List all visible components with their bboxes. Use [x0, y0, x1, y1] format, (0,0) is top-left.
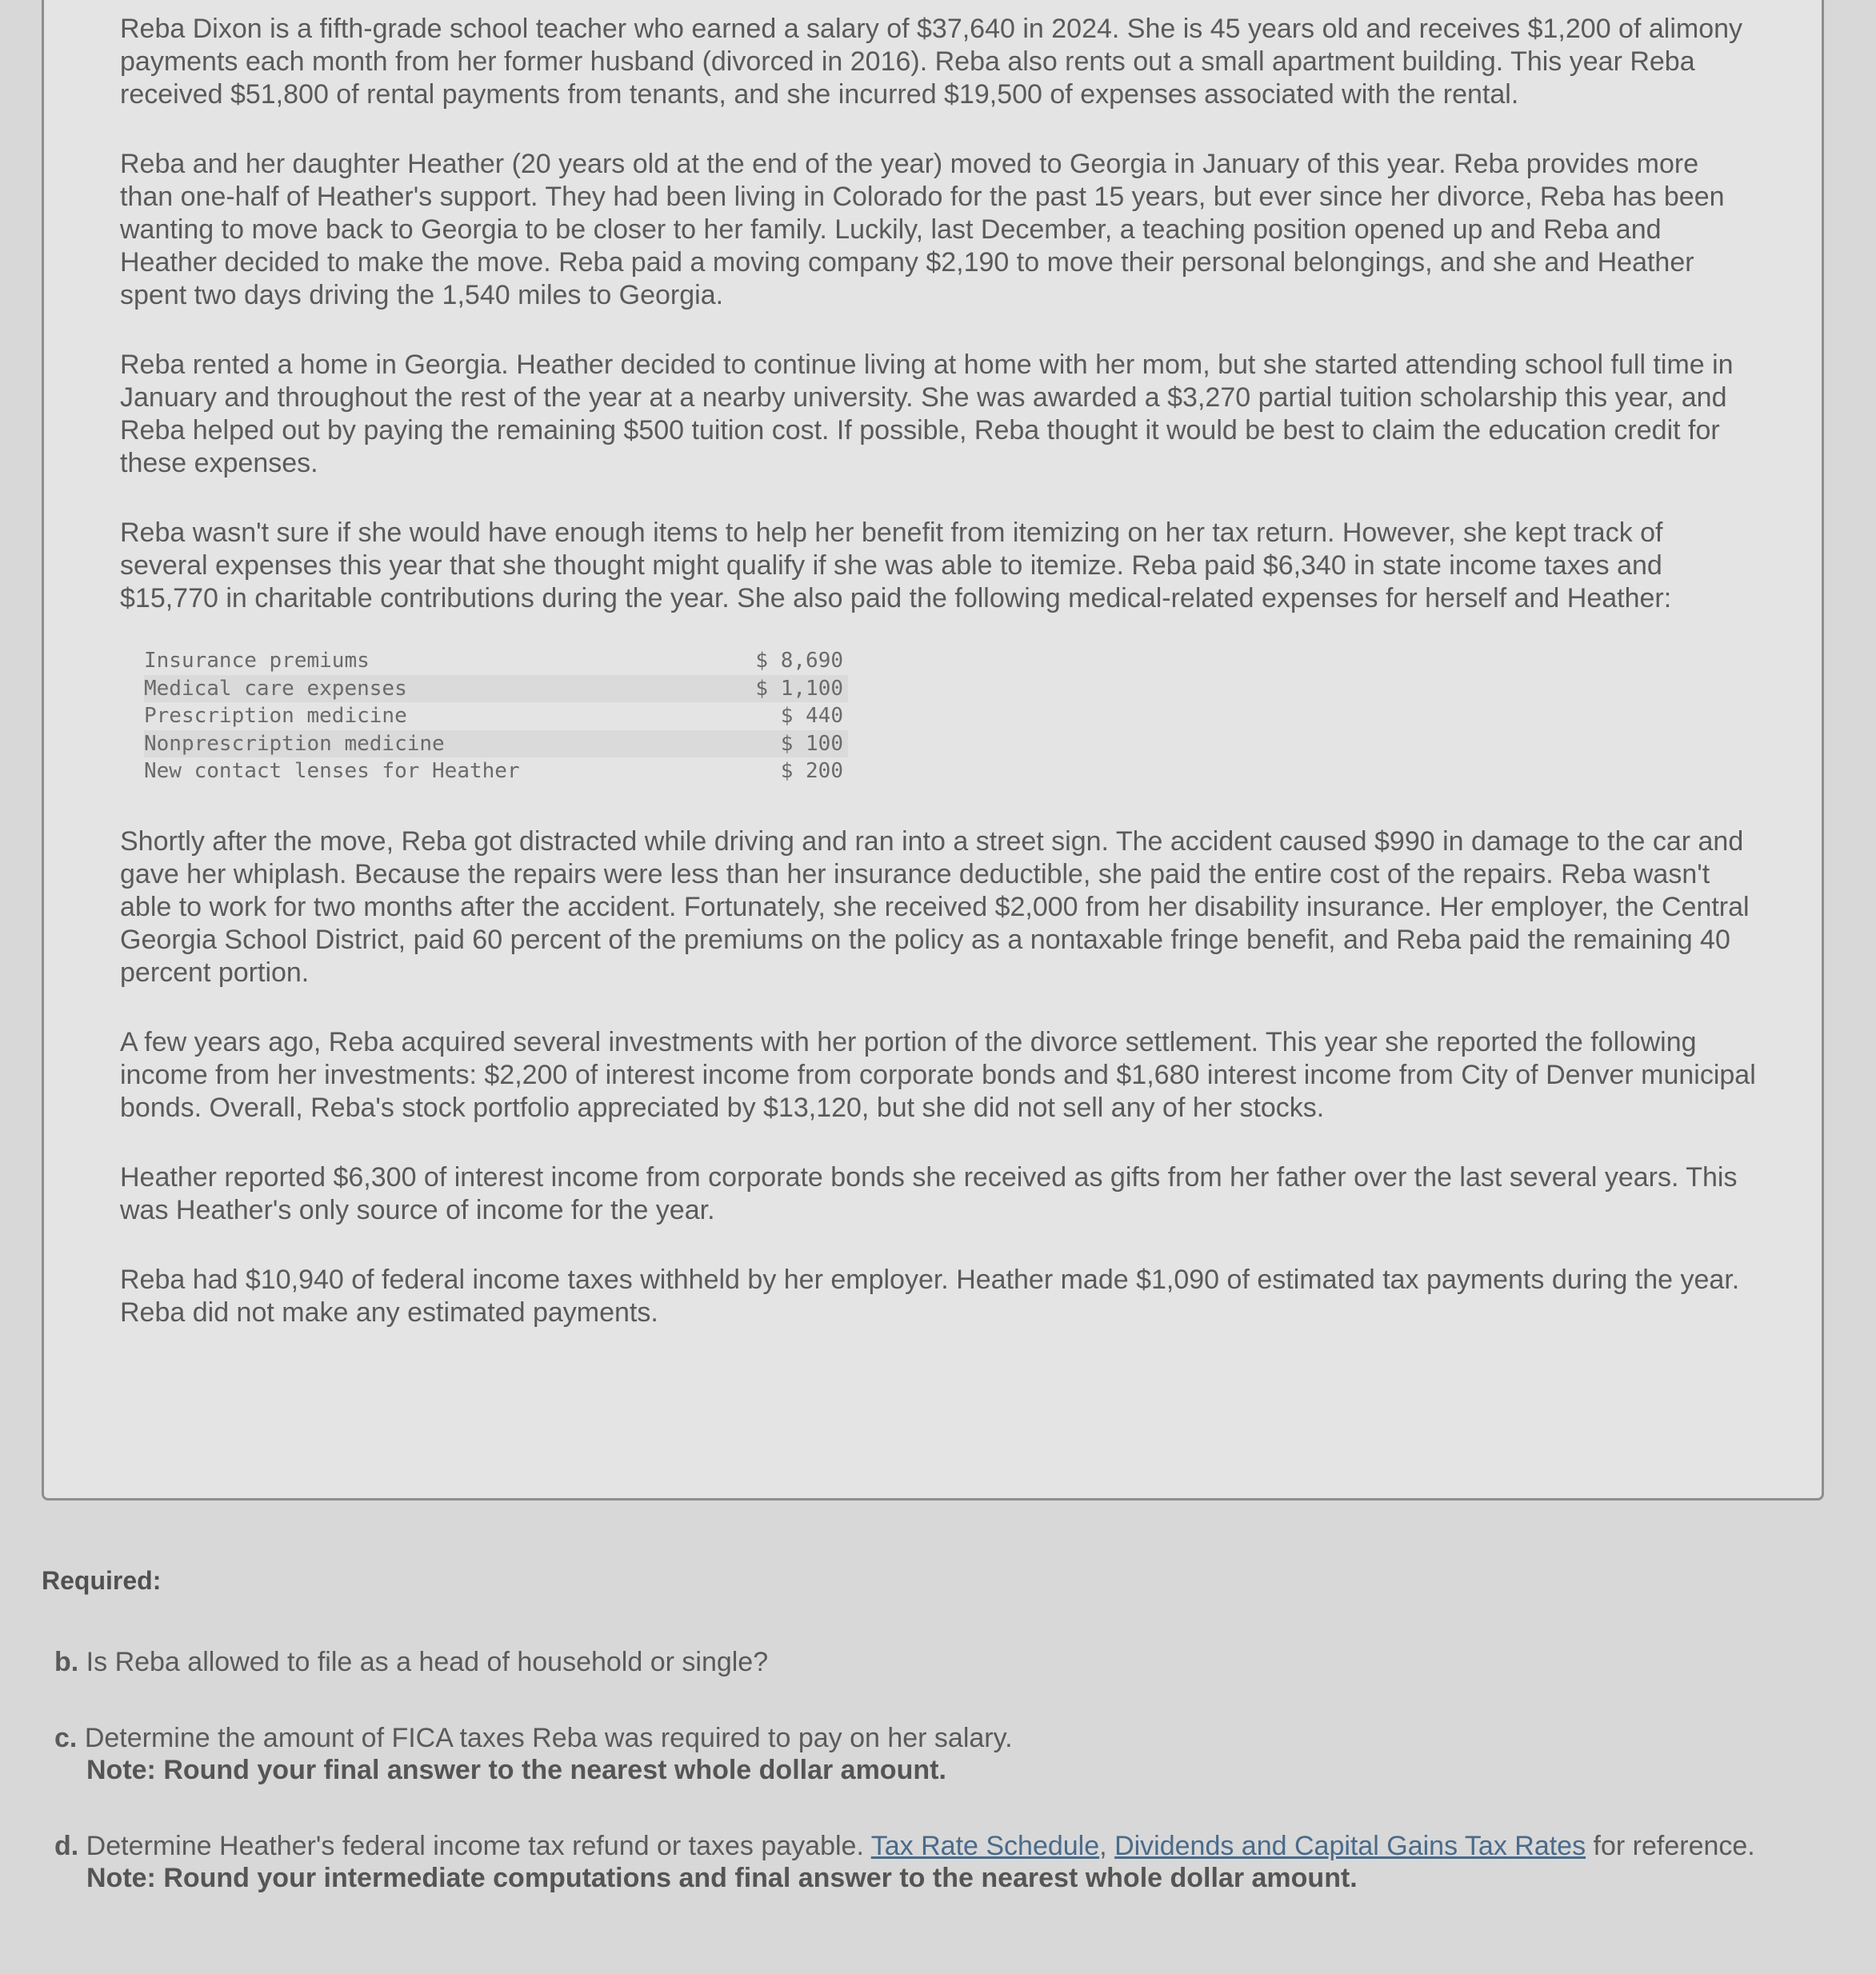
- table-row: [144, 730, 848, 758]
- case-paragraph-6: A few years ago, Reba acquired several investments with her portion of the divorce settlement. This year she reported the following income from her investments: $2,200 of interest income from corporate bonds and $1,680 interest income from City of Denver municipal bonds. Overall, Reba's stock portfolio appreciated by $13,120, but she did not sell any of her stocks.: [120, 1026, 1756, 1123]
- table-row: [144, 757, 848, 785]
- question-letter: b.: [54, 1647, 79, 1677]
- expense-item: Nonprescription medicine: [144, 730, 683, 758]
- expense-amount: $ 200: [780, 759, 843, 783]
- case-paragraph-7: Heather reported $6,300 of interest income from corporate bonds she received as gifts from her father over the last several years. This was Heather's only source of income for the year.: [120, 1161, 1738, 1225]
- question-text: Determine the amount of FICA taxes Reba was required to pay on her salary.: [84, 1723, 1013, 1753]
- table-row: [144, 647, 848, 675]
- expense-item: Prescription medicine: [144, 704, 407, 728]
- case-paragraph-2: Reba and her daughter Heather (20 years old at the end of the year) moved to Georgia in January of this year. Reba provides more than one-half of Heather's support. They had been living in Colorado for the past 15 years, but ever since her divorce, Reba has been wanting to move back to Georgia to be closer to her family. Luckily, last December, a teaching position opened up and Reba and Heather decided to make the move. Reba paid a moving company $2,190 to move their personal belongings, and she and Heather spent two days driving the 1,540 miles to Georgia.: [120, 149, 1725, 310]
- case-paragraph-8: Reba had $10,940 of federal income taxes withheld by her employer. Heather made $1,090 of estimated tax payments during the year. Reba did not make any estimated payments.: [120, 1264, 1740, 1328]
- table-row: [144, 675, 848, 703]
- expense-amount: $ 100: [683, 730, 848, 758]
- question-text: Is Reba allowed to file as a head of household or single?: [86, 1647, 769, 1677]
- question-letter: c.: [54, 1723, 78, 1753]
- expense-item: Insurance premiums: [144, 649, 370, 673]
- required-heading: Required:: [42, 1566, 162, 1595]
- case-description-box: [42, 0, 1824, 1500]
- expense-item: Medical care expenses: [144, 675, 683, 703]
- question-b: [54, 1646, 768, 1678]
- question-d: [54, 1830, 1838, 1894]
- question-c: [54, 1722, 1013, 1786]
- question-text-end: for reference.: [1593, 1831, 1755, 1861]
- expense-amount: $ 8,690: [755, 649, 843, 673]
- case-paragraph-1: Reba Dixon is a fifth-grade school teacher who earned a salary of $37,640 in 2024. She is 45 years old and receives $1,200 of alimony payments each month from her former husband (divorced in 2016). Reba also rents out a small apartment building. This year Reba received $51,800 of rental payments from tenants, and she incurred $19,500 of expenses associated with the rental.: [120, 14, 1743, 110]
- question-text: Determine Heather's federal income tax refund or taxes payable.: [86, 1831, 864, 1861]
- tax-rate-schedule-link[interactable]: Tax Rate Schedule: [870, 1831, 1100, 1861]
- question-letter: d.: [54, 1831, 79, 1861]
- table-row: [144, 702, 848, 730]
- dividends-capital-gains-link[interactable]: Dividends and Capital Gains Tax Rates: [1114, 1831, 1586, 1861]
- case-paragraph-4: Reba wasn't sure if she would have enough items to help her benefit from itemizing on her tax return. However, she kept track of several expenses this year that she thought might qualify if she was able to itemize. Reba paid $6,340 in state income taxes and $15,770 in charitable contributions during the year. She also paid the following medical-related expenses for herself and Heather:: [120, 517, 1672, 613]
- case-paragraph-5: Shortly after the move, Reba got distracted while driving and ran into a street sign. The accident caused $990 in damage to the car and gave her whiplash. Because the repairs were less than her insurance deductible, she paid the entire cost of the repairs. Reba wasn't able to work for two months after the accident. Fortunately, she received $2,000 from her disability insurance. Her employer, the Central Georgia School District, paid 60 percent of the premiums on the policy as a nontaxable fringe benefit, and Reba paid the remaining 40 percent portion.: [120, 825, 1750, 988]
- case-paragraph-3: Reba rented a home in Georgia. Heather decided to continue living at home with her mom, but she started attending school full time in January and throughout the rest of the year at a nearby university. She was awarded a $3,270 partial tuition scholarship this year, and Reba helped out by paying the remaining $500 tuition cost. If possible, Reba thought it would be best to claim the education credit for these expenses.: [120, 350, 1734, 478]
- rounding-note: Note: Round your intermediate computations and final answer to the nearest whole dollar amount.: [86, 1863, 1358, 1893]
- expense-amount: $ 1,100: [683, 675, 848, 703]
- medical-expenses-table: [144, 647, 848, 785]
- rounding-note: Note: Round your final answer to the nearest whole dollar amount.: [86, 1755, 946, 1785]
- expense-item: New contact lenses for Heather: [144, 759, 520, 783]
- link-separator: ,: [1099, 1831, 1107, 1861]
- expense-amount: $ 440: [780, 704, 843, 728]
